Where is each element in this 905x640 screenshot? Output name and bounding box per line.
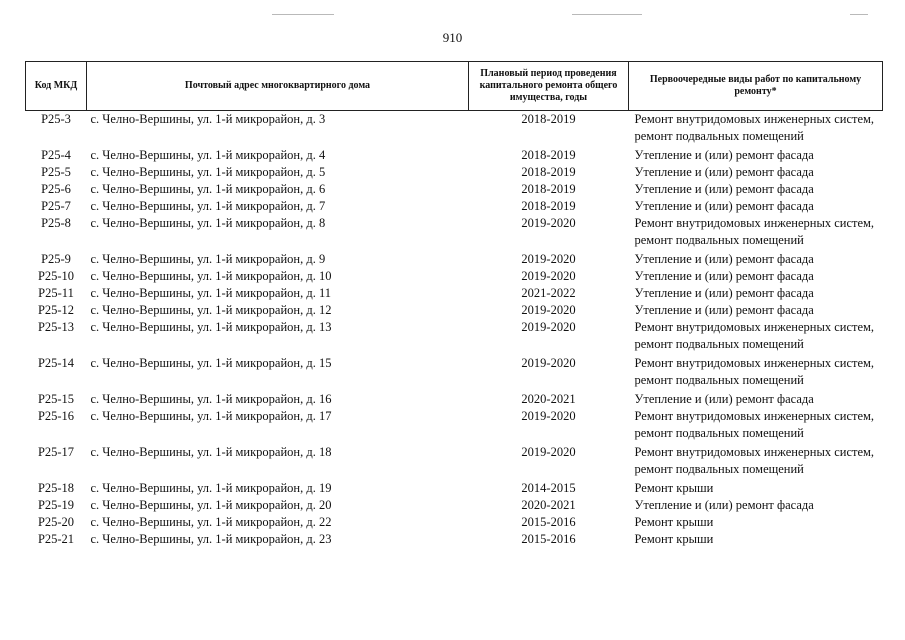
works-cell: Утепление и (или) ремонт фасада <box>634 252 814 266</box>
code-cell: Р25-5 <box>41 165 71 179</box>
code-cell: Р25-7 <box>41 199 71 213</box>
period-cell: 2019-2020 <box>521 356 576 370</box>
code-cell: Р25-9 <box>41 252 71 266</box>
table-row <box>26 408 883 444</box>
table-row <box>26 302 883 319</box>
address-cell: с. Челно-Вершины, ул. 1-й микрорайон, д. 10 <box>90 269 332 283</box>
address-cell: с. Челно-Вершины, ул. 1-й микрорайон, д. 15 <box>90 356 332 370</box>
repair-schedule-table <box>25 61 883 548</box>
code-cell: Р25-17 <box>37 445 75 459</box>
code-cell: Р25-14 <box>37 356 75 370</box>
works-cell: Ремонт внутридомовых инженерных систем, ремонт подвальных помещений <box>634 445 875 476</box>
period-cell: 2018-2019 <box>521 165 576 179</box>
address-cell: с. Челно-Вершины, ул. 1-й микрорайон, д. 20 <box>90 498 332 512</box>
period-cell: 2020-2021 <box>521 498 576 512</box>
address-cell: с. Челно-Вершины, ул. 1-й микрорайон, д. 23 <box>90 532 332 546</box>
table-row <box>26 251 883 268</box>
address-cell: с. Челно-Вершины, ул. 1-й микрорайон, д. 22 <box>90 515 332 529</box>
works-cell: Ремонт крыши <box>634 481 714 495</box>
works-cell: Утепление и (или) ремонт фасада <box>634 286 814 300</box>
header-period: Плановый период проведения капитального ремонта общего имущества, годы <box>469 62 629 111</box>
period-cell: 2019-2020 <box>521 409 576 423</box>
address-cell: с. Челно-Вершины, ул. 1-й микрорайон, д. 16 <box>90 392 332 406</box>
address-cell: с. Челно-Вершины, ул. 1-й микрорайон, д. 6 <box>90 182 326 196</box>
header-works: Первоочередные виды работ по капитальному ремонту* <box>629 62 883 111</box>
header-code: Код МКД <box>26 62 87 111</box>
table-row <box>26 268 883 285</box>
code-cell: Р25-8 <box>41 216 71 230</box>
table-row <box>26 147 883 164</box>
scan-artifact-line <box>272 14 334 15</box>
address-cell: с. Челно-Вершины, ул. 1-й микрорайон, д. 11 <box>90 286 332 300</box>
header-address: Почтовый адрес многоквартирного дома <box>87 62 469 111</box>
works-cell: Ремонт внутридомовых инженерных систем, ремонт подвальных помещений <box>634 409 875 440</box>
address-cell: с. Челно-Вершины, ул. 1-й микрорайон, д. 8 <box>90 216 326 230</box>
scan-artifact-line <box>850 14 868 15</box>
period-cell: 2019-2020 <box>521 320 576 334</box>
address-cell: с. Челно-Вершины, ул. 1-й микрорайон, д. 13 <box>90 320 332 334</box>
table-row <box>26 111 883 148</box>
period-cell: 2018-2019 <box>521 112 576 126</box>
code-cell: Р25-21 <box>37 532 75 546</box>
code-cell: Р25-20 <box>37 515 75 529</box>
works-cell: Утепление и (или) ремонт фасада <box>634 392 814 406</box>
table-row <box>26 215 883 251</box>
address-cell: с. Челно-Вершины, ул. 1-й микрорайон, д. 9 <box>90 252 326 266</box>
works-cell: Утепление и (или) ремонт фасада <box>634 165 814 179</box>
table-row <box>26 531 883 548</box>
period-cell: 2015-2016 <box>521 515 576 529</box>
works-cell: Утепление и (или) ремонт фасада <box>634 148 814 162</box>
code-cell: Р25-18 <box>37 481 75 495</box>
table-row <box>26 391 883 408</box>
works-cell: Утепление и (или) ремонт фасада <box>634 303 814 317</box>
code-cell: Р25-11 <box>38 286 74 300</box>
code-cell: Р25-4 <box>41 148 71 162</box>
table-row <box>26 164 883 181</box>
works-cell: Утепление и (или) ремонт фасада <box>634 498 814 512</box>
table-body <box>26 111 883 549</box>
works-cell: Утепление и (или) ремонт фасада <box>634 269 814 283</box>
code-cell: Р25-10 <box>37 269 75 283</box>
table-row <box>26 497 883 514</box>
works-cell: Ремонт крыши <box>634 532 714 546</box>
address-cell: с. Челно-Вершины, ул. 1-й микрорайон, д. 7 <box>90 199 326 213</box>
address-cell: с. Челно-Вершины, ул. 1-й микрорайон, д. 12 <box>90 303 332 317</box>
address-cell: с. Челно-Вершины, ул. 1-й микрорайон, д. 19 <box>90 481 332 495</box>
period-cell: 2015-2016 <box>521 532 576 546</box>
code-cell: Р25-6 <box>41 182 71 196</box>
page-number: 910 <box>442 30 463 45</box>
table-row <box>26 319 883 355</box>
table-row <box>26 444 883 480</box>
address-cell: с. Челно-Вершины, ул. 1-й микрорайон, д. 4 <box>90 148 326 162</box>
table-row <box>26 285 883 302</box>
period-cell: 2019-2020 <box>521 303 576 317</box>
works-cell: Утепление и (или) ремонт фасада <box>634 182 814 196</box>
code-cell: Р25-19 <box>37 498 75 512</box>
code-cell: Р25-13 <box>37 320 75 334</box>
address-cell: с. Челно-Вершины, ул. 1-й микрорайон, д. 18 <box>90 445 332 459</box>
works-cell: Ремонт внутридомовых инженерных систем, ремонт подвальных помещений <box>634 356 875 387</box>
table-row <box>26 355 883 391</box>
table-row <box>26 514 883 531</box>
works-cell: Ремонт крыши <box>634 515 714 529</box>
table-row <box>26 480 883 497</box>
code-cell: Р25-12 <box>37 303 75 317</box>
address-cell: с. Челно-Вершины, ул. 1-й микрорайон, д. 17 <box>90 409 332 423</box>
period-cell: 2020-2021 <box>521 392 576 406</box>
period-cell: 2019-2020 <box>521 252 576 266</box>
address-cell: с. Челно-Вершины, ул. 1-й микрорайон, д. 3 <box>90 112 326 126</box>
scan-artifact-line <box>572 14 642 15</box>
table-header-row <box>26 62 883 111</box>
period-cell: 2018-2019 <box>521 199 576 213</box>
period-cell: 2019-2020 <box>521 445 576 459</box>
works-cell: Ремонт внутридомовых инженерных систем, ремонт подвальных помещений <box>634 320 875 351</box>
code-cell: Р25-15 <box>37 392 75 406</box>
address-cell: с. Челно-Вершины, ул. 1-й микрорайон, д. 5 <box>90 165 326 179</box>
period-cell: 2018-2019 <box>521 182 576 196</box>
works-cell: Утепление и (или) ремонт фасада <box>634 199 814 213</box>
works-cell: Ремонт внутридомовых инженерных систем, ремонт подвальных помещений <box>634 216 875 247</box>
code-cell: Р25-16 <box>37 409 75 423</box>
period-cell: 2019-2020 <box>521 269 576 283</box>
code-cell: Р25-3 <box>41 112 71 126</box>
period-cell: 2018-2019 <box>521 148 576 162</box>
table-row <box>26 181 883 198</box>
period-cell: 2021-2022 <box>521 286 576 300</box>
table-row <box>26 198 883 215</box>
works-cell: Ремонт внутридомовых инженерных систем, ремонт подвальных помещений <box>634 112 875 143</box>
period-cell: 2014-2015 <box>521 481 576 495</box>
period-cell: 2019-2020 <box>521 216 576 230</box>
